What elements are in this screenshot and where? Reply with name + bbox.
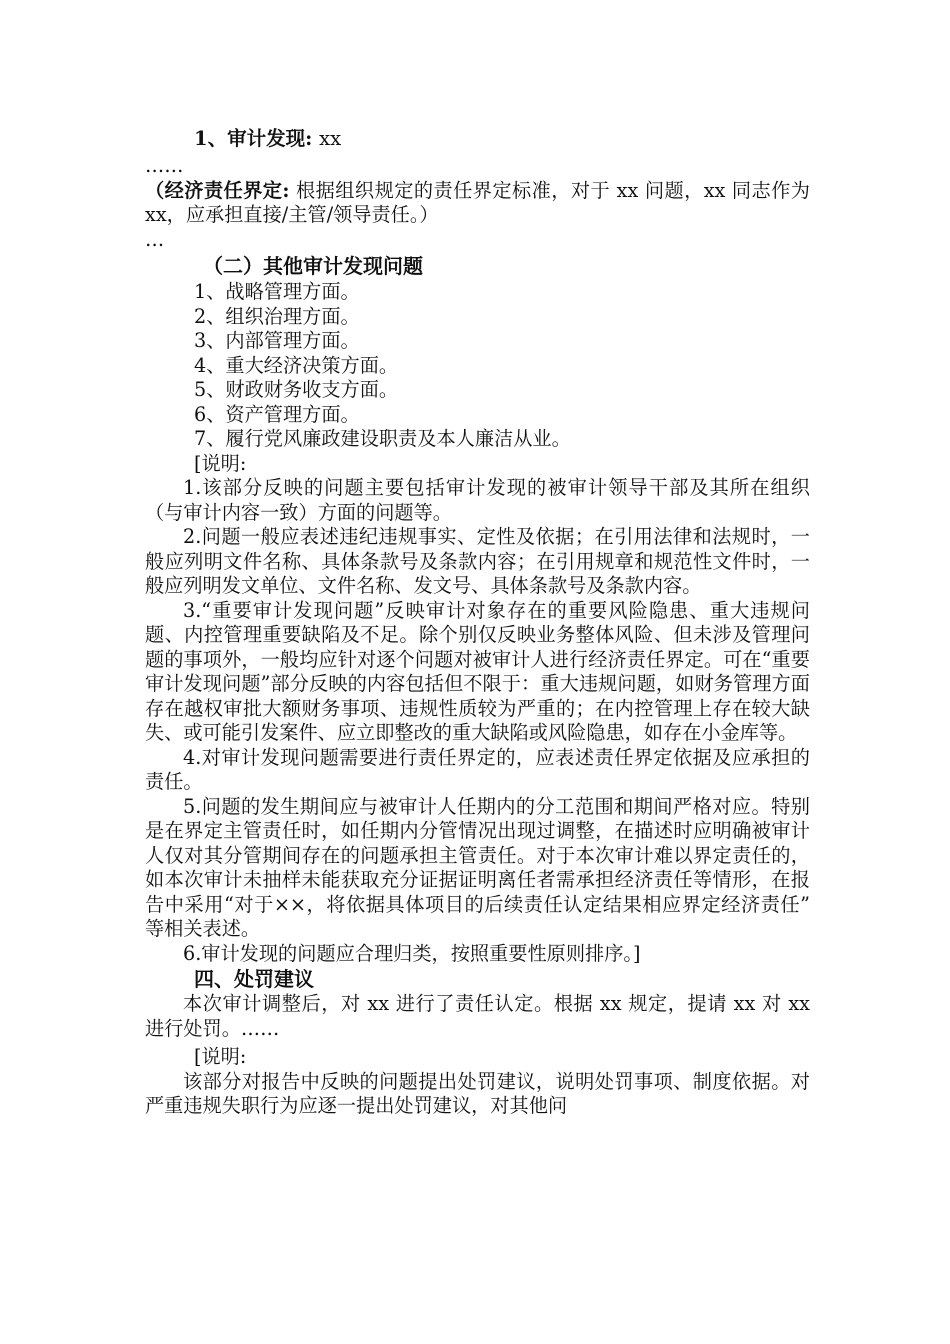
penalty-note-paragraph: 该部分对报告中反映的问题提出处罚建议，说明处罚事项、制度依据。对严重违规失职行为应逐一提出处罚建议，对其他问 (145, 1069, 810, 1117)
ellipsis-line: …… (145, 154, 184, 177)
section-heading-other-issues: （二）其他审计发现问题 (203, 254, 423, 278)
finding-heading: 1、审计发现: (194, 127, 313, 150)
list-item: 4、重大经济决策方面。 (194, 353, 399, 377)
note-paragraph: 3.“重要审计发现问题”反映审计对象存在的重要风险隐患、重大违规问题、内控管理重要缺陷及不足。除个别仅反映业务整体风险、但未涉及管理问题的事项外，一般均应针对逐个问题对被审计人进行经济责任界定。可在“重要审计发现问题”部分反映的内容包括但不限于：重大违规问题，如财务管理方面存在越权审批大额财务事项、违规性质较为严重的；在内控管理上存在较大缺失、或可能引发案件、应立即整改的重大缺陷或风险隐患，如存在小金库等。 (145, 598, 810, 744)
note-paragraph: 5.问题的发生期间应与被审计人任期内的分工范围和期间严格对应。特别是在界定主管责任时，如任期内分管情况出现过调整，在描述时应明确被审计人仅对其分管期间存在的问题承担主管责任。对于本次审计难以界定责任的，如本次审计未抽样未能获取充分证据证明离任者需承担经济责任等情形，在报告中采用“对于××，将依据具体项目的后续责任认定结果相应界定经济责任” 等相关表述。 (145, 794, 810, 940)
note-paragraph: 4.对审计发现问题需要进行责任界定的，应表述责任界定依据及应承担的责任。 (145, 745, 810, 793)
note-open: [说明: (194, 1045, 247, 1068)
note-paragraph: 6.审计发现的问题应合理归类，按照重要性原则排序。] (183, 941, 641, 965)
ellipsis-line: … (145, 227, 165, 251)
list-item: 6、资产管理方面。 (194, 402, 360, 426)
list-item: 5、财政财务收支方面。 (194, 378, 399, 401)
penalty-paragraph: 本次审计调整后，对 xx 进行了责任认定。根据 xx 规定，提请 xx 对 xx 进行处罚。…… (145, 992, 810, 1040)
responsibility-text: 根据组织规定的责任界定标准，对于 xx 问题，xx 同志作为 xx，应承担直接/主管/领导责任。） (145, 178, 810, 226)
list-item: 7、履行党风廉政建设职责及本人廉洁从业。 (194, 427, 571, 450)
responsibility-paragraph (145, 179, 810, 228)
note-paragraph: 1.该部分反映的问题主要包括审计发现的被审计领导干部及其所在组织（与审计内容一致）方面的问题等。 (145, 476, 810, 524)
list-item: 3、内部管理方面。 (194, 329, 360, 352)
finding-heading-line (145, 124, 810, 154)
section-heading-penalty: 四、处罚建议 (194, 967, 314, 991)
responsibility-label: （经济责任界定: (145, 178, 290, 202)
finding-value: xx (319, 127, 342, 150)
note-paragraph: 2.问题一般应表述违纪违规事实、定性及依据；在引用法律和法规时，一般应列明文件名称、具体条款号及条款内容；在引用规章和规范性文件时，一般应列明发文单位、文件名称、发文号、具体条款号及条款内容。 (145, 525, 810, 597)
list-item: 2、组织治理方面。 (194, 304, 360, 328)
note-open: [说明: (194, 451, 247, 475)
document-body (145, 124, 810, 1119)
list-item: 1、战略管理方面。 (194, 280, 360, 303)
